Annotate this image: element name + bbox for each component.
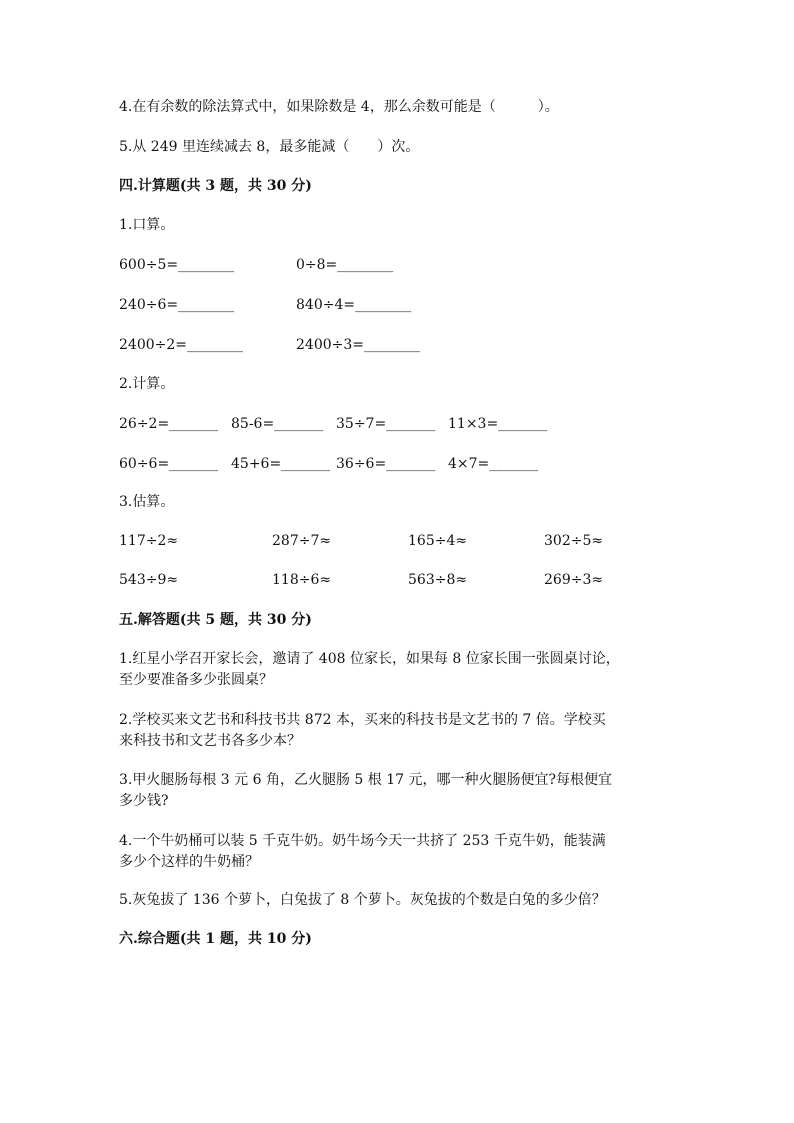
word-problem-1-line-1: 1.红星小学召开家长会，邀请了 408 位家长，如果每 8 位家长围一张圆桌讨论， xyxy=(119,651,620,667)
compute-item: 60÷6=_______ xyxy=(119,456,219,472)
oral-calc-item: 600÷5=________ xyxy=(119,257,235,273)
subsection-title-compute: 2.计算。 xyxy=(119,376,175,392)
word-problem-2-line-2: 来科技书和文艺书各多少本？ xyxy=(119,733,301,749)
compute-item: 4×7=_______ xyxy=(448,456,539,472)
oral-calc-item: 840÷4=________ xyxy=(296,297,412,313)
subsection-title-oral: 1.口算。 xyxy=(119,217,175,233)
word-problem-2-line-1: 2.学校买来文艺书和科技书共 872 本，买来的科技书是文艺书的 7 倍。学校买 xyxy=(119,712,606,728)
word-problem-4-line-1: 4.一个牛奶桶可以装 5 千克牛奶。奶牛场今天一共挤了 253 千克牛奶，能装满 xyxy=(119,833,606,849)
question-4-fill: 4.在有余数的除法算式中，如果除数是 4，那么余数可能是（ ）。 xyxy=(119,99,559,115)
estimate-item: 287÷7≈ xyxy=(272,533,332,549)
question-5-fill: 5.从 249 里连续减去 8，最多能减（ ）次。 xyxy=(119,139,420,155)
compute-item: 11×3=_______ xyxy=(448,416,548,432)
section-heading-composite: 六.综合题(共 1 题，共 10 分) xyxy=(119,931,312,947)
word-problem-5: 5.灰兔拔了 136 个萝卜，白兔拔了 8 个萝卜。灰兔拔的个数是白兔的多少倍？ xyxy=(119,892,606,908)
compute-item: 26÷2=_______ xyxy=(119,416,219,432)
oral-calc-item: 0÷8=________ xyxy=(296,257,394,273)
oral-calc-item: 240÷6=________ xyxy=(119,297,235,313)
word-problem-3-line-1: 3.甲火腿肠每根 3 元 6 角，乙火腿肠 5 根 17 元，哪一种火腿肠便宜?每根便宜 xyxy=(119,772,612,788)
oral-calc-item: 2400÷2=________ xyxy=(119,337,243,353)
compute-item: 85-6=_______ xyxy=(231,416,324,432)
estimate-item: 117÷2≈ xyxy=(119,533,179,549)
estimate-item: 269÷3≈ xyxy=(544,572,604,588)
estimate-item: 563÷8≈ xyxy=(408,572,468,588)
estimate-item: 118÷6≈ xyxy=(272,572,332,588)
estimate-item: 302÷5≈ xyxy=(544,533,604,549)
subsection-title-estimate: 3.估算。 xyxy=(119,494,175,510)
estimate-item: 543÷9≈ xyxy=(119,572,179,588)
oral-calc-item: 2400÷3=________ xyxy=(296,337,420,353)
compute-item: 36÷6=_______ xyxy=(336,456,436,472)
section-heading-word-problems: 五.解答题(共 5 题，共 30 分) xyxy=(119,612,312,628)
section-heading-calculation: 四.计算题(共 3 题，共 30 分) xyxy=(119,178,312,194)
word-problem-4-line-2: 多少个这样的牛奶桶？ xyxy=(119,854,259,870)
word-problem-3-line-2: 多少钱? xyxy=(119,793,169,809)
compute-item: 35÷7=_______ xyxy=(336,416,436,432)
compute-item: 45+6=_______ xyxy=(231,456,331,472)
estimate-item: 165÷4≈ xyxy=(408,533,468,549)
word-problem-1-line-2: 至少要准备多少张圆桌？ xyxy=(119,672,273,688)
